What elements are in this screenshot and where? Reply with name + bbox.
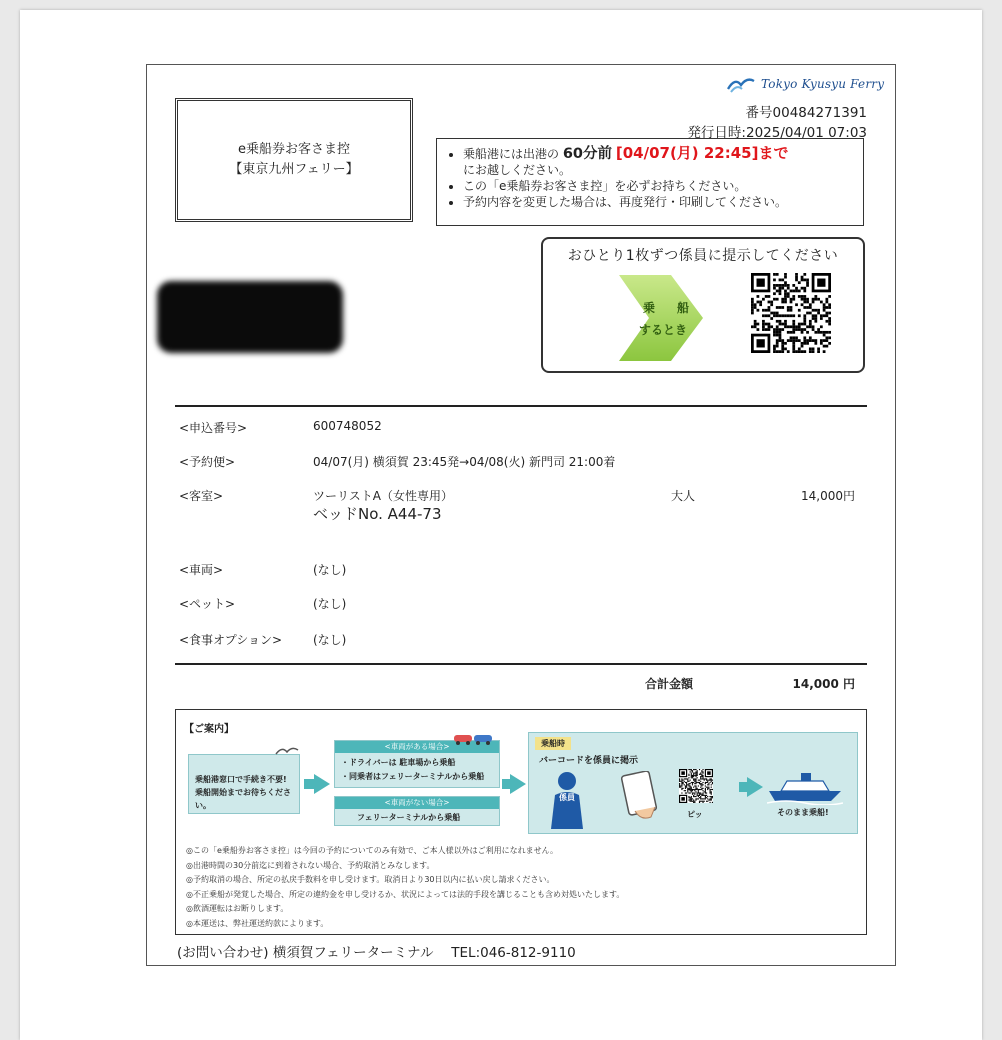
guide-title: 【ご案内】 [184, 724, 234, 735]
voyage-label: <予約便> [179, 455, 236, 469]
guide-step-checkin: 乗船港窓口で手続き不要! 乗船開始までお待ちください。 [188, 754, 300, 814]
note-item: ◎本運送は、弊社運送約款によります。 [186, 918, 329, 928]
cabin-label: <客室> [179, 489, 224, 503]
stub-line2: 【東京九州フェリー】 [229, 162, 359, 177]
stub-line1: e乗船券お客さま控 [238, 142, 350, 157]
qr-code-icon [751, 273, 831, 353]
passenger-type: 大人 [671, 489, 696, 503]
note-item: ◎出港時間の30分前迄に到着されない場合、予約取消とみなします。 [186, 860, 435, 870]
arrow-icon [739, 777, 763, 797]
voyage-value: 04/07(月) 横須賀 23:45発→04/08(火) 新門司 21:00着 [313, 455, 616, 469]
notice-box [436, 138, 864, 226]
chevron-text-1: 乗船 [643, 301, 712, 315]
vehicle-label: <車両> [179, 563, 224, 577]
document-page [20, 10, 982, 1040]
note-item: ◎この「e乗船券お客さま控」は今回の予約についてのみ有効で、ご本人様以外はご利用になれません。 [186, 846, 559, 855]
terms-notes [186, 844, 624, 931]
vehicle-value: (なし) [313, 563, 347, 577]
notice-item-arrival: • 乗船港には出港の 60分前 [04/07(月) 22:45]まで にお越しください。 [463, 145, 857, 178]
brand-logo [727, 75, 884, 93]
application-label: <申込番号> [179, 421, 248, 435]
barcode-icon [679, 769, 713, 803]
notice-item-reprint: • 予約内容を変更した場合は、再度発行・印刷してください。 [463, 194, 857, 210]
ticket-number: 番号00484271391 [745, 105, 867, 121]
redacted-area [157, 281, 343, 353]
car-icon [452, 730, 496, 746]
boarding-chevron-icon [619, 275, 703, 361]
arrow-icon [502, 774, 526, 794]
chevron-text-2: するとき [639, 323, 688, 337]
cabin-value: ツーリストA（女性専用） [313, 489, 453, 503]
notice-item-carry: • この「e乗船券お客さま控」を必ずお持ちください。 [463, 178, 857, 194]
cabin-price: 14,000円 [801, 489, 855, 503]
seagull-icon [274, 744, 300, 758]
meal-label: <食事オプション> [179, 633, 283, 647]
application-number: 600748052 [313, 419, 382, 433]
pet-value: (なし) [313, 597, 347, 611]
boarding-qr-panel [541, 237, 865, 373]
arrow-icon [304, 774, 330, 794]
divider-bottom [175, 663, 867, 665]
ship-icon [767, 769, 843, 805]
note-item: ◎不正乗船が発覚した場合、所定の違約金を申し受けるか、状況によっては法的手段を講じることも含め対処いたします。 [186, 889, 625, 899]
arrival-deadline: [04/07(月) 22:45]まで [615, 144, 789, 162]
guide-step-boarding-route: <車両がある場合> ・ドライバーは 駐車場から乗船 ・同乗者はフェリーターミナルから乗船 <車両がない場合> フェリーターミナルから乗船 [334, 740, 500, 826]
seagull-logo-icon [727, 75, 755, 93]
note-item: ◎飲酒運転はお断りします。 [186, 904, 289, 913]
total-amount: 14,000 円 [792, 677, 855, 691]
ticket-phone-icon [621, 771, 657, 823]
guide-box [175, 709, 867, 935]
guide-step-scan: 乗船時 バーコードを係員に掲示 係員 ピッ そのまま乗船! [528, 732, 858, 834]
issued-datetime: 発行日時:2025/04/01 07:03 [687, 125, 867, 141]
pet-label: <ペット> [179, 597, 236, 611]
bed-number: ベッドNo. A44-73 [313, 505, 442, 523]
divider-top [175, 405, 867, 407]
total-label: 合計金額 [645, 677, 694, 691]
meal-value: (なし) [313, 633, 347, 647]
customer-copy-box [175, 98, 413, 222]
note-item: ◎予約取消の場合、所定の払戻手数料を申し受けます。取消日より30日以内に払い戻し請求ください。 [186, 875, 555, 884]
arrival-minutes: 60分前 [562, 146, 613, 162]
ticket [146, 64, 896, 966]
boarding-instruction: おひとり1枚ずつ係員に提示してください [567, 248, 839, 264]
brand-name: Tokyo Kyusyu Ferry [761, 77, 885, 91]
contact-info: (お問い合わせ) 横須賀フェリーターミナル TEL:046-812-9110 [177, 945, 576, 961]
